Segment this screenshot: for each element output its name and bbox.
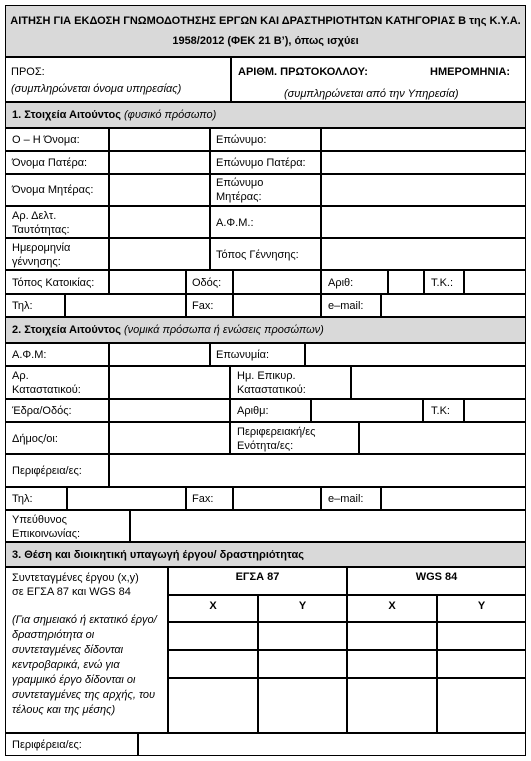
s1-mother-label-cell [5, 174, 109, 206]
s1-birthdate-label-1: Ημερομηνία [12, 242, 71, 254]
s1-tk-label: Τ.Κ.: [431, 277, 454, 289]
s1-fax-label: Fax: [192, 300, 214, 312]
s1-father-last-label-cell [210, 151, 321, 174]
s2-unit-label-2: Ενότητα/ες: [237, 440, 294, 452]
s3-region-label-cell [5, 733, 138, 756]
coords-note: (Για σημειακό ή εκτατικό έργο/δραστηριότητα οι συντεταγμένες δίδονται κεντροβαρικά, ενώ για γραμμικό έργο δίδονται οι συντεταγμένες της αρχής, του τέλους και της μέσης) [12, 614, 157, 716]
wgs-x-header: X [388, 600, 396, 612]
s1-id-label-1: Αρ. Δελτ. [12, 210, 57, 222]
protocol-label: ΑΡΙΘΜ. ΠΡΩΤΟΚΟΛΛΟΥ: [238, 66, 368, 78]
s1-birthdate-label-cell [5, 238, 109, 270]
s1-father-label-cell [5, 151, 109, 174]
s1-tel-field[interactable] [65, 294, 186, 317]
s1-tel-label: Τηλ: [12, 300, 33, 312]
s1-email-field[interactable] [381, 294, 526, 317]
s1-father-last-label: Επώνυμο Πατέρα: [216, 157, 306, 169]
s2-contact-label-2: Επικοινωνίας: [12, 528, 81, 540]
s2-region-label: Περιφέρεια/ες: [12, 465, 82, 477]
s2-region-label-cell [5, 454, 109, 487]
s2-reg-date-field[interactable] [351, 366, 526, 399]
section2-title-note: (νομικά πρόσωπα ή ενώσεις προσώπων) [124, 324, 324, 336]
s1-last-name-field[interactable] [321, 128, 526, 151]
recipient-label: ΠΡΟΣ: [11, 66, 45, 78]
s2-reg-field[interactable] [109, 366, 230, 399]
s2-number-label: Αριθμ: [237, 405, 269, 417]
s1-birthplace-field[interactable] [321, 238, 526, 270]
s1-fax-label-cell [186, 294, 233, 317]
s1-last-name-label-cell [210, 128, 321, 151]
section2-header [5, 317, 526, 343]
s2-contact-label-1: Υπεύθυνος [12, 514, 67, 526]
s2-tk-field[interactable] [464, 399, 526, 422]
s1-father-last-field[interactable] [321, 151, 526, 174]
coord-wgs-x-1[interactable] [347, 622, 437, 650]
section1-title-note: (φυσικό πρόσωπο) [124, 109, 217, 121]
wgs-header: WGS 84 [415, 571, 458, 583]
s1-first-name-field[interactable] [109, 128, 210, 151]
s2-number-field[interactable] [311, 399, 423, 422]
s1-birthplace-label-cell [210, 238, 321, 270]
s1-birthplace-label: Τόπος Γέννησης: [216, 249, 299, 261]
s2-reg-label-1: Αρ. [12, 370, 29, 382]
s1-residence-field[interactable] [109, 270, 186, 294]
s2-afm-field[interactable] [109, 343, 210, 366]
coord-egsa-x-1[interactable] [168, 622, 258, 650]
coord-egsa-y-2[interactable] [258, 650, 347, 678]
s1-tk-field[interactable] [464, 270, 526, 294]
s2-seat-label-cell [5, 399, 109, 422]
s2-fax-label-cell [186, 487, 233, 510]
s2-contact-field[interactable] [130, 510, 526, 542]
s2-seat-field[interactable] [109, 399, 230, 422]
wgs-y-header: Y [477, 600, 486, 612]
coord-egsa-x-3[interactable] [168, 678, 258, 733]
s2-contact-label-cell [5, 510, 130, 542]
coord-wgs-y-3[interactable] [437, 678, 526, 733]
s2-company-label-cell [210, 343, 305, 366]
s1-street-field[interactable] [233, 270, 321, 294]
coords-description-cell [5, 567, 168, 733]
s1-id-field[interactable] [109, 206, 210, 238]
s1-fax-field[interactable] [233, 294, 321, 317]
s2-email-label: e–mail: [328, 493, 364, 505]
section3-title: 3. Θέση και διοικητική υπαγωγή έργου/ δραστηριότητας [12, 549, 305, 561]
egsa-header: ΕΓΣΑ 87 [235, 571, 280, 583]
wgs-header-cell [347, 567, 526, 595]
s2-reg-label-cell [5, 366, 109, 399]
coord-wgs-y-2[interactable] [437, 650, 526, 678]
s1-street-label: Οδός: [192, 277, 222, 289]
s1-first-name-label-cell [5, 128, 109, 151]
form-title-line1: ΑΙΤΗΣΗ ΓΙΑ ΕΚΔΟΣΗ ΓΝΩΜΟΔΟΤΗΣΗΣ ΕΡΓΩΝ ΚΑΙ ΔΡΑΣΤΗΡΙΟΤΗΤΩΝ ΚΑΤΗΓΟΡΙΑΣ Β της Κ.Υ.Α. [10, 15, 521, 27]
s2-afm-label: Α.Φ.Μ: [12, 349, 47, 361]
s1-email-label: e–mail: [328, 300, 364, 312]
s2-reg-date-label-cell [230, 366, 351, 399]
section3-header [5, 542, 526, 567]
egsa-y-header: Y [298, 600, 307, 612]
s2-tel-label: Τηλ: [12, 493, 33, 505]
s2-unit-label-cell [230, 422, 359, 454]
s1-number-field[interactable] [388, 270, 424, 294]
egsa-y-header-cell [258, 595, 347, 622]
s2-tel-field[interactable] [67, 487, 186, 510]
protocol-cell[interactable] [231, 57, 526, 102]
s1-id-label-cell [5, 206, 109, 238]
date-label: ΗΜΕΡΟΜΗΝΙΑ: [430, 66, 511, 78]
recipient-cell[interactable] [5, 57, 231, 102]
s2-municipality-label: Δήμος/οι: [12, 433, 58, 445]
s1-first-name-label: Ο – Η Όνομα: [12, 134, 80, 146]
section1-header [5, 102, 526, 128]
coord-egsa-y-3[interactable] [258, 678, 347, 733]
form-header [5, 5, 526, 57]
s2-unit-label-1: Περιφερειακή/ες [237, 426, 316, 438]
egsa-x-header-cell [168, 595, 258, 622]
s1-mother-last-label-2: Μητέρας: [216, 191, 262, 203]
coord-egsa-y-1[interactable] [258, 622, 347, 650]
s2-email-field[interactable] [381, 487, 526, 510]
s1-street-label-cell [186, 270, 233, 294]
section1-title [12, 109, 216, 122]
s1-residence-label-cell [5, 270, 109, 294]
s1-number-label: Αριθ: [328, 277, 354, 289]
form-title-line2: 1958/2012 (ΦΕΚ 21 Β’), όπως ισχύει [172, 35, 359, 47]
s1-afm-label-cell [210, 206, 321, 238]
section2-title [12, 324, 324, 337]
s1-afm-field[interactable] [321, 206, 526, 238]
s1-mother-last-label-1: Επώνυμο [216, 177, 264, 189]
s1-mother-label: Όνομα Μητέρας: [12, 184, 94, 196]
s2-reg-date-label-1: Ημ. Επικυρ. [237, 370, 296, 382]
s3-region-label: Περιφέρεια/ες: [12, 739, 82, 751]
s1-mother-last-field[interactable] [321, 174, 526, 206]
s3-region-field[interactable] [138, 733, 526, 756]
section1-title-text: 1. Στοιχεία Αιτούντος [12, 109, 121, 121]
s2-number-label-cell [230, 399, 311, 422]
s2-company-field[interactable] [305, 343, 526, 366]
s1-number-label-cell [321, 270, 388, 294]
coord-wgs-x-2[interactable] [347, 650, 437, 678]
coord-egsa-x-2[interactable] [168, 650, 258, 678]
s2-email-label-cell [321, 487, 381, 510]
s2-reg-label-2: Καταστατικού: [12, 384, 81, 396]
s1-father-label: Όνομα Πατέρα: [12, 157, 88, 169]
section2-title-text: 2. Στοιχεία Αιτούντος [12, 324, 121, 336]
egsa-x-header: X [209, 600, 217, 612]
s2-company-label: Επωνυμία: [216, 349, 270, 361]
s1-last-name-label: Επώνυμο: [216, 134, 267, 146]
coord-wgs-x-3[interactable] [347, 678, 437, 733]
coords-label-2: σε ΕΓΣΑ 87 και WGS 84 [12, 586, 131, 598]
wgs-y-header-cell [437, 595, 526, 622]
s2-unit-field[interactable] [359, 422, 526, 454]
s1-id-label-2: Ταυτότητας: [12, 224, 70, 236]
coord-wgs-y-1[interactable] [437, 622, 526, 650]
recipient-note: (συμπληρώνεται όνομα υπηρεσίας) [11, 83, 182, 95]
s1-father-field[interactable] [109, 151, 210, 174]
s2-tk-label-cell [423, 399, 464, 422]
s1-mother-last-label-cell [210, 174, 321, 206]
s1-email-label-cell [321, 294, 381, 317]
s2-seat-label: Έδρα/Οδός: [12, 405, 72, 417]
s1-birthdate-label-2: γέννησης: [12, 256, 61, 268]
s1-birthdate-field[interactable] [109, 238, 210, 270]
s2-municipality-label-cell [5, 422, 109, 454]
s2-municipality-field[interactable] [109, 422, 230, 454]
s1-tk-label-cell [424, 270, 464, 294]
s2-fax-label: Fax: [192, 493, 214, 505]
service-note: (συμπληρώνεται από την Υπηρεσία) [284, 88, 459, 100]
s2-afm-label-cell [5, 343, 109, 366]
s2-tel-label-cell [5, 487, 67, 510]
s2-reg-date-label-2: Καταστατικού: [237, 384, 306, 396]
s1-tel-label-cell [5, 294, 65, 317]
egsa-header-cell [168, 567, 347, 595]
s1-residence-label: Τόπος Κατοικίας: [12, 277, 95, 289]
s2-fax-field[interactable] [233, 487, 321, 510]
wgs-x-header-cell [347, 595, 437, 622]
coords-label-1: Συντεταγμένες έργου (x,y) [12, 572, 139, 584]
s1-afm-label: Α.Φ.Μ.: [216, 217, 254, 229]
s1-mother-field[interactable] [109, 174, 210, 206]
s2-region-field[interactable] [109, 454, 526, 487]
s2-tk-label: Τ.Κ: [431, 405, 450, 417]
